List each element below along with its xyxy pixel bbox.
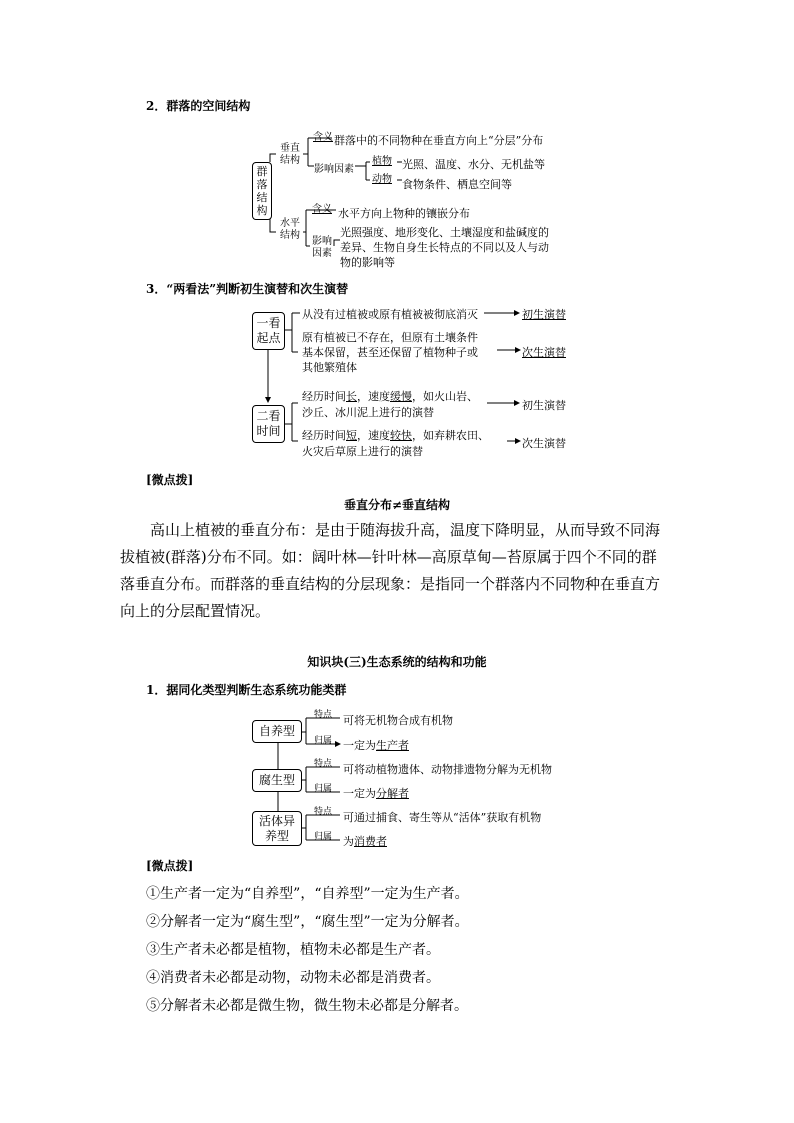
tip-title-1: 垂直分布≠垂直结构 — [343, 498, 451, 512]
succession-row-3: 经历时间长，速度缓慢，如火山岩、 沙丘、冰川泥上进行的演替 — [302, 390, 478, 419]
vertical-meaning-tag: 含义 — [313, 132, 333, 143]
tip-item: ②分解者一定为“腐生型”，“腐生型”一定为分解者。 — [146, 914, 469, 930]
knowledge-block-title: 知识块(三)生态系统的结构和功能 — [307, 655, 487, 669]
vertical-factor-tag: 影响因素 — [314, 164, 354, 175]
horizontal-meaning-tag: 含义 — [312, 204, 332, 215]
saprotroph-belong-tag: 归属 — [314, 784, 333, 794]
living-heterotroph-box: 活体异养型 — [252, 811, 302, 846]
look-origin-box: 一看起点 — [252, 312, 285, 350]
tip-tag-2: [微点拨] — [146, 859, 194, 873]
autotroph-belong-tag: 归属 — [314, 736, 333, 746]
tip-tag-1: [微点拨] — [146, 473, 194, 487]
look-time-box: 二看时间 — [252, 405, 285, 443]
primary-result-1: 初生演替 — [522, 308, 566, 321]
animal-factors: 食物条件、栖息空间等 — [402, 178, 512, 191]
animal-tag: 动物 — [372, 174, 392, 185]
horizontal-meaning-text: 水平方向上物种的镶嵌分布 — [338, 207, 470, 220]
tip-paragraph-1: 高山上植被的垂直分布：是由于随海拔升高，温度下降明显，从而导致不同海拔植被(群落)分布不同。如：阔叶林—针叶林—高原草甸—苔原属于四个不同的群落垂直分布。而群落的垂直结构的分层现象：是指同一个群落内不同物种在垂直方向上的分层配置情况。 — [120, 521, 661, 620]
vertical-meaning-text: 群落中的不同物种在垂直方向上“分层”分布 — [334, 134, 544, 147]
saprotroph-trait: 可将动植物遗体、动物排遗物分解为无机物 — [343, 763, 552, 776]
section-heading-1: 1．据同化类型判断生态系统功能类群 — [146, 683, 347, 697]
tip-item: ⑤分解者未必都是微生物，微生物未必都是分解者。 — [146, 998, 468, 1014]
heterotroph-trait-tag: 特点 — [314, 807, 333, 817]
tip-item: ③生产者未必都是植物，植物未必都是生产者。 — [146, 942, 440, 958]
succession-row-4: 经历时间短，速度较快，如弃耕农田、 火灾后草原上进行的演替 — [302, 429, 489, 458]
succession-row-2: 原有植被已不存在，但原有土壤条件 基本保留，甚至还保留了植物种子或 其他繁殖体 — [302, 331, 478, 374]
succession-row-1: 从没有过植被或原有植被被彻底消灭 — [302, 308, 478, 321]
heterotroph-belong: 为消费者 — [343, 835, 387, 848]
tip-item: ④消费者未必都是动物，动物未必都是消费者。 — [146, 970, 440, 986]
section-heading-3: 3．“两看法”判断初生演替和次生演替 — [146, 282, 349, 296]
saprotroph-belong: 一定为分解者 — [343, 787, 409, 800]
tip-list-2 — [146, 880, 469, 1020]
autotroph-trait-tag: 特点 — [314, 710, 333, 720]
heterotroph-belong-tag: 归属 — [314, 832, 333, 842]
primary-result-2: 初生演替 — [522, 399, 566, 412]
autotroph-box: 自养型 — [252, 720, 302, 743]
autotroph-trait: 可将无机物合成有机物 — [343, 714, 453, 727]
secondary-result-2: 次生演替 — [522, 437, 566, 450]
horizontal-factors: 光照强度、地形变化、土壤湿度和盐碱度的 差异、生物自身生长特点的不同以及人与动 物的影响等 — [340, 226, 549, 269]
secondary-result-1: 次生演替 — [522, 346, 566, 359]
horizontal-structure-label: 水平结构 — [280, 218, 300, 241]
community-structure-box: 群落结构 — [252, 162, 272, 220]
plant-factors: 光照、温度、水分、无机盐等 — [402, 158, 545, 171]
section-heading-2: 2．群落的空间结构 — [146, 99, 251, 113]
autotroph-belong: 一定为生产者 — [343, 739, 409, 752]
saprotroph-box: 腐生型 — [252, 769, 302, 792]
vertical-structure-label: 垂直结构 — [280, 143, 300, 166]
plant-tag: 植物 — [372, 156, 392, 167]
tip-item: ①生产者一定为“自养型”，“自养型”一定为生产者。 — [146, 886, 469, 902]
horizontal-factor-tag: 影响因素 — [312, 236, 332, 259]
heterotroph-trait: 可通过捕食、寄生等从“活体”获取有机物 — [343, 811, 542, 824]
saprotroph-trait-tag: 特点 — [314, 759, 333, 769]
